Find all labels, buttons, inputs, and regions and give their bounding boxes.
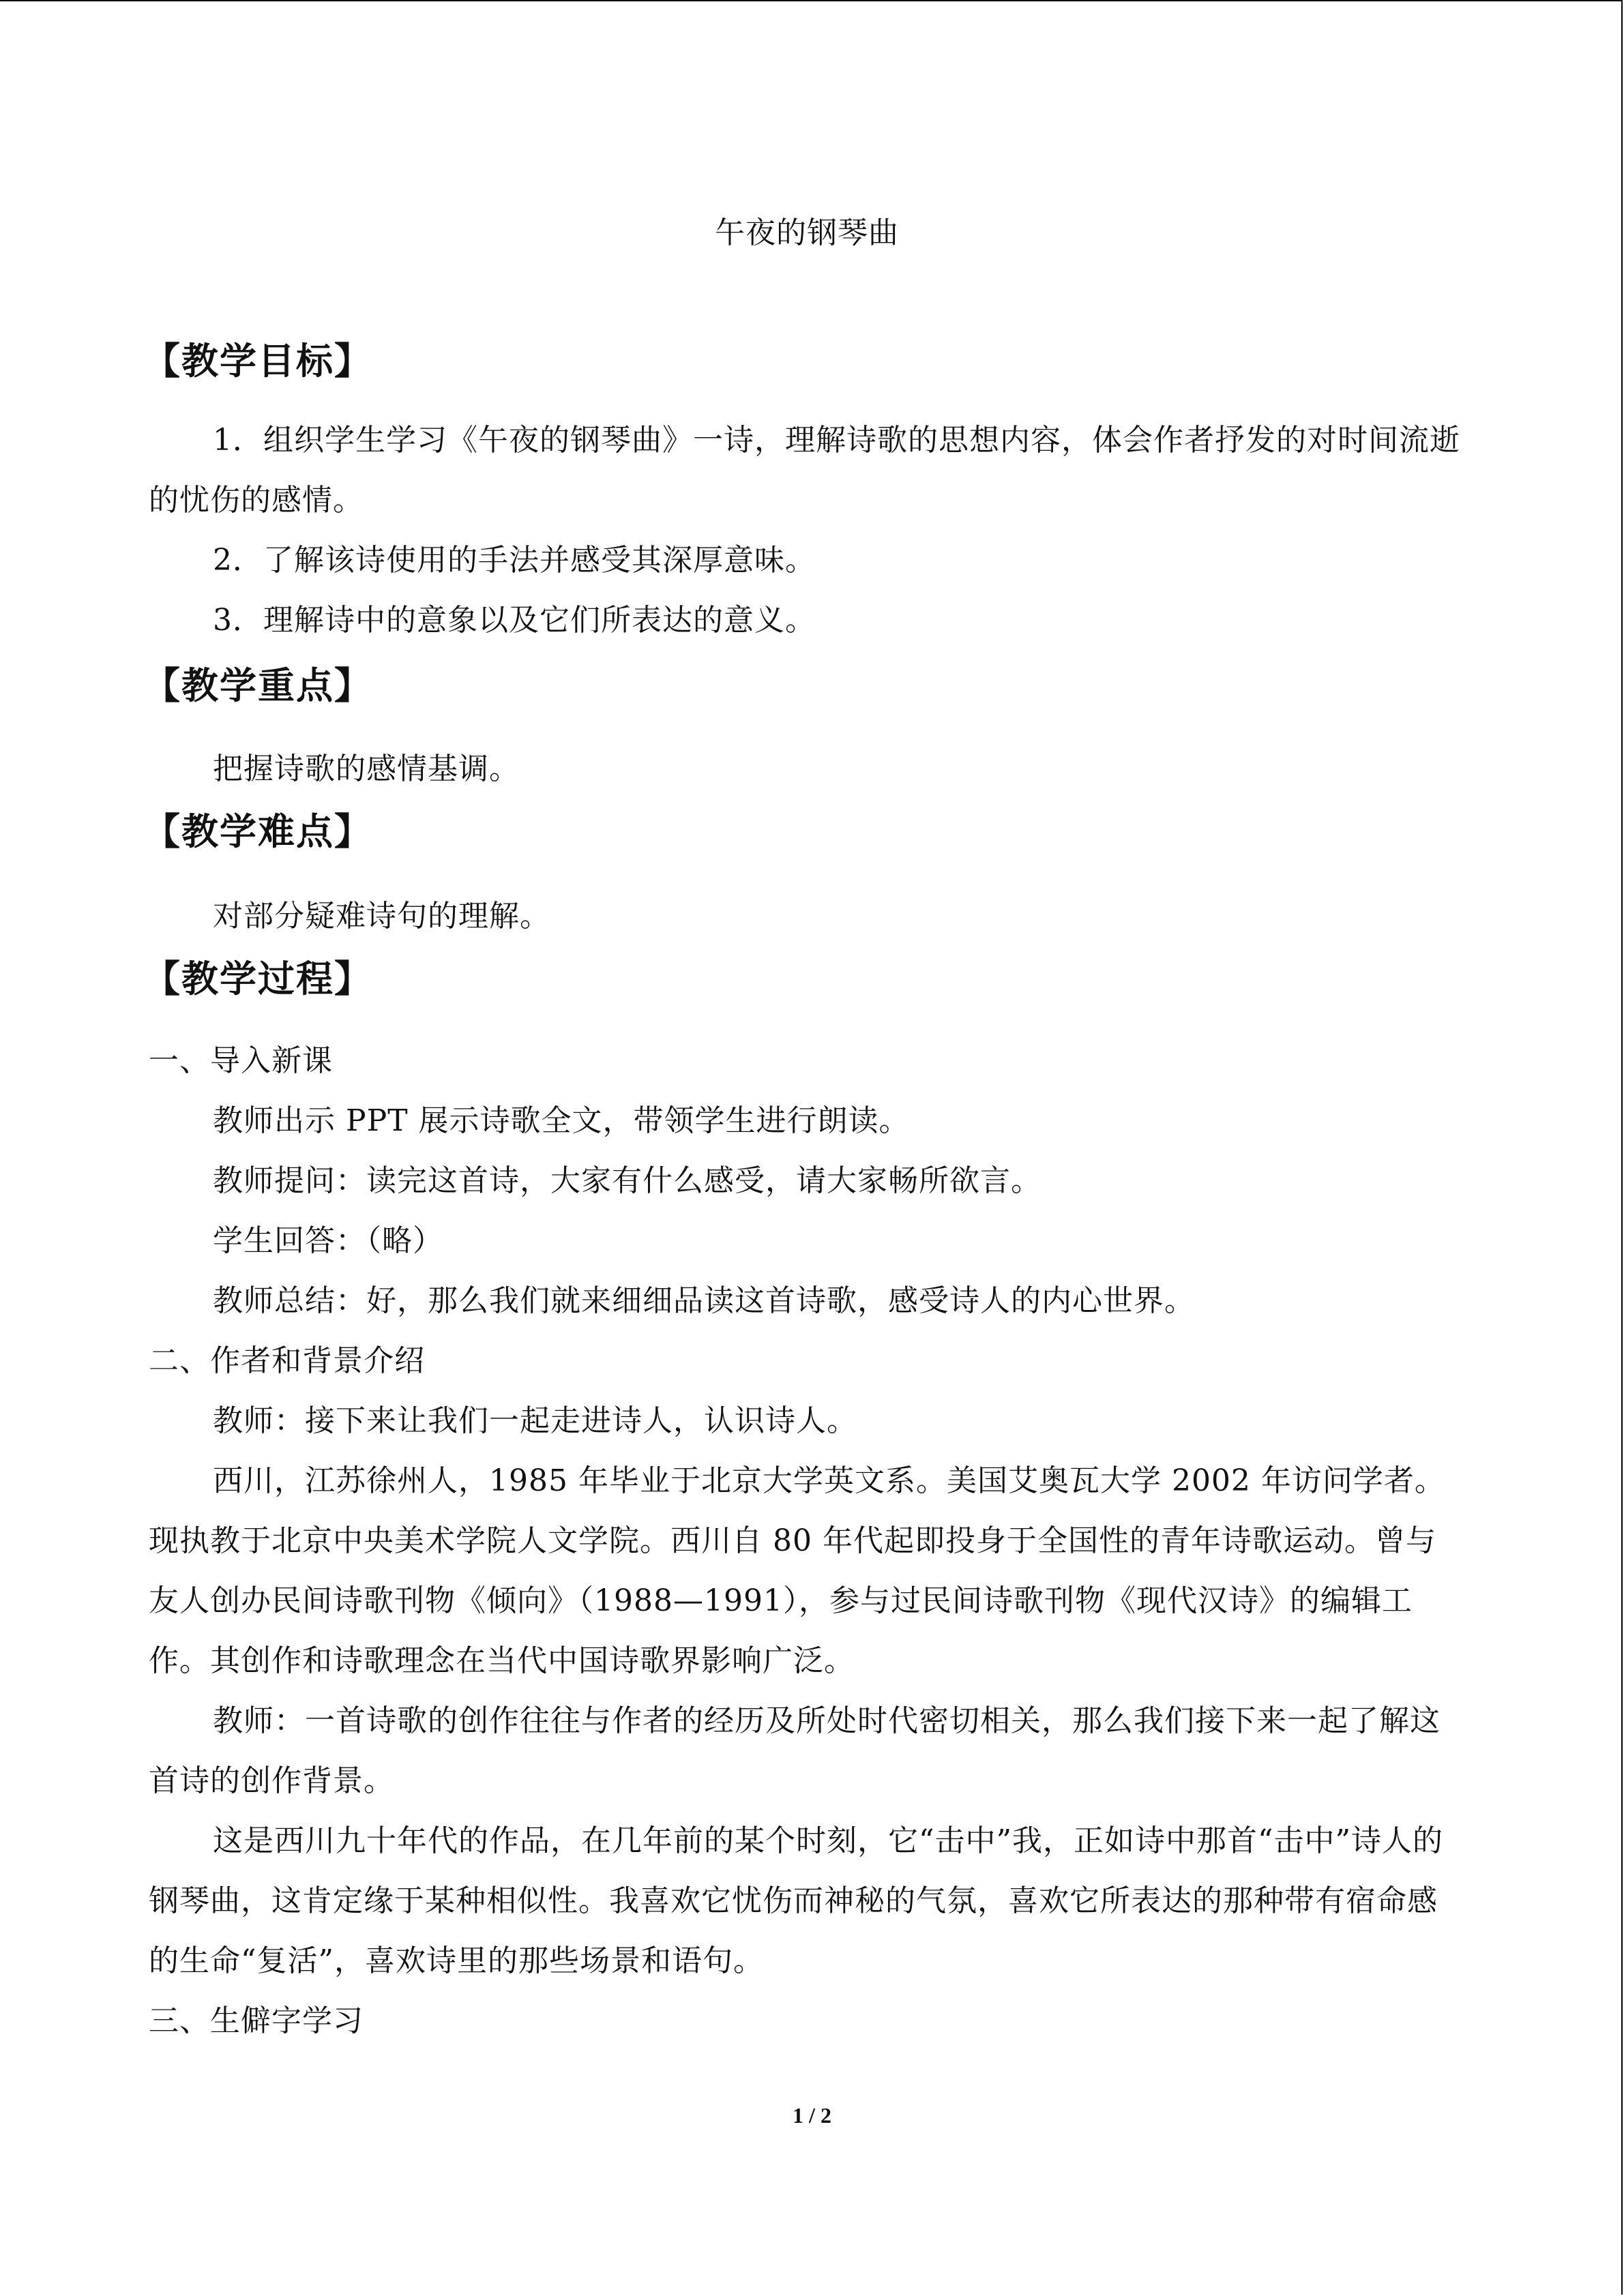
document-title: 午夜的钢琴曲 [715,215,899,250]
objective-3: 3．理解诗中的意象以及它们所表达的意义。 [213,603,816,638]
objective-1: 1．组织学生学习《午夜的钢琴曲》一诗，理解诗歌的思想内容，体会作者抒发的对时间流逝的忧伤的感情。 [149,423,1460,518]
objective-2: 2．了解该诗使用的手法并感受其深厚意味。 [213,543,816,578]
section-2-line: 教师：接下来让我们一起走进诗人，认识诗人。 [213,1403,857,1438]
section-1-line: 教师出示 PPT 展示诗歌全文，带领学生进行朗读。 [213,1103,910,1138]
section-2-line: 教师：一首诗歌的创作往往与作者的经历及所处时代密切相关，那么我们接下来一起了解这首诗的创作背景。 [149,1703,1441,1798]
section-1-line: 教师提问：读完这首诗，大家有什么感受，请大家畅所欲言。 [213,1163,1042,1198]
section-1-line: 教师总结：好，那么我们就来细细品读这首诗歌，感受诗人的内心世界。 [213,1283,1195,1318]
section-1-title: 一、导入新课 [149,1043,333,1078]
key-point-text: 把握诗歌的感情基调。 [213,751,520,786]
heading-difficulties: 【教学难点】 [143,810,372,853]
heading-process: 【教学过程】 [143,957,372,1000]
heading-objectives: 【教学目标】 [143,340,372,383]
background-paragraph: 这是西川九十年代的作品，在几年前的某个时刻，它“击中”我，正如诗中那首“击中”诗人的钢琴曲，这肯定缘于某种相似性。我喜欢它忧伤而神秘的气氛，喜欢它所表达的那种带有宿命感的生命“复活”，喜欢诗里的那些场景和语句。 [149,1823,1443,1978]
author-bio-paragraph: 西川，江苏徐州人，1985 年毕业于北京大学英文系。美国艾奥瓦大学 2002 年访问学者。现执教于北京中央美术学院人文学院。西川自 80 年代起即投身于全国性的青年诗歌运动。曾与友人创办民间诗歌刊物《倾向》（1988—1991），参与过民间诗歌刊物《现代汉诗》的编辑工作。其创作和诗歌理念在当代中国诗歌界影响广泛。 [149,1463,1445,1678]
section-2-title: 二、作者和背景介绍 [149,1343,425,1378]
heading-key-points: 【教学重点】 [143,664,372,707]
difficulty-text: 对部分疑难诗句的理解。 [213,899,550,934]
section-1-line: 学生回答：（略） [213,1223,443,1258]
section-3-title: 三、生僻字学习 [149,2003,364,2038]
page-number: 1 / 2 [793,2103,831,2128]
